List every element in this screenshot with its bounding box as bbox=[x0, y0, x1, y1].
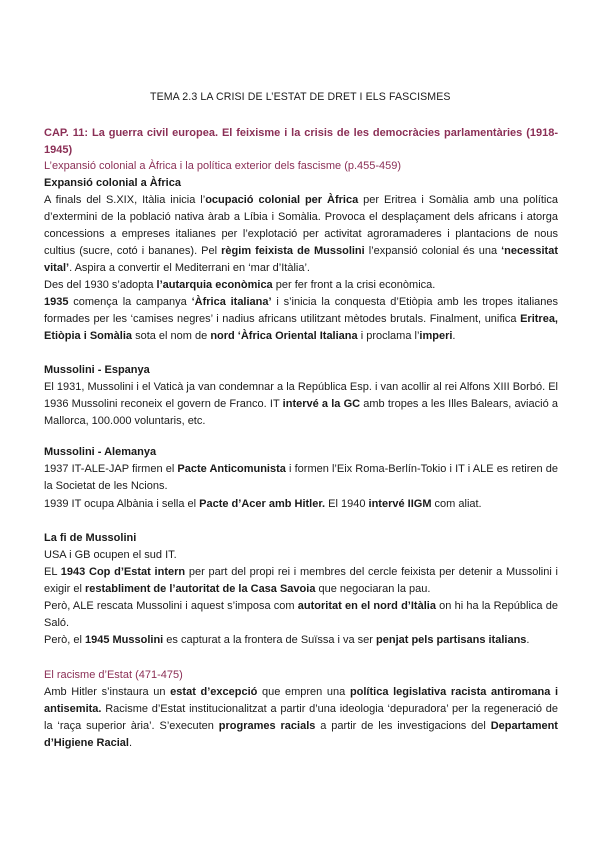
document-title: TEMA 2.3 LA CRISI DE L’ESTAT DE DRET I ELS FASCISMES bbox=[150, 91, 451, 103]
section-title-racisme: El racisme d’Estat (471-475) bbox=[44, 669, 183, 681]
paragraph-rescat: Però, ALE rescata Mussolini i aquest s’imposa com autoritat en el nord d’Itàlia on hi ha la República de Saló. bbox=[44, 600, 558, 630]
section-title-colonial: L’expansió colonial a Àfrica i la política exterior dels fascisme (p.455-459) bbox=[44, 160, 402, 172]
paragraph-expansio-1: A finals del S.XIX, Itàlia inicia l’ocupació colonial per Àfrica per Eritrea i Somàlia amb una política d’extermini de la població nativa àrab a Líbia i Somàlia. Provoca el desplaçament dels africans i atorga concessions a empreses italianes per l’explotació per activitat agroramaderes i plantacions de nous cultius (sucre, cotó i bananes). Pel règim feixista de Mussolini l’expansió colonial és una ‘necessitat vital’. Aspira a convertir el Mediterrani en ‘mar d’Itàlia’. bbox=[44, 194, 558, 275]
paragraph-pacte-acer: 1939 IT ocupa Albània i sella el Pacte d’Acer amb Hitler. El 1940 intervé IIGM com aliat. bbox=[44, 498, 482, 510]
paragraph-captura: Però, el 1945 Mussolini es capturat a la frontera de Suïssa i va ser penjat pels partisans italians. bbox=[44, 634, 530, 646]
heading-mussolini-alemanya: Mussolini - Alemanya bbox=[44, 446, 157, 458]
paragraph-ocupacio-sud: USA i GB ocupen el sud IT. bbox=[44, 549, 177, 561]
paragraph-espanya: El 1931, Mussolini i el Vaticà ja van condemnar a la República Esp. i van acollir al rei Alfons XIII Borbó. El 1936 Mussolini reconeix el govern de Franco. IT intervé a la GC amb tropes a les Illes Balears, aviació a Mallorca, 100.000 voluntaris, etc. bbox=[44, 381, 558, 428]
paragraph-pacte-anticomunista: 1937 IT-ALE-JAP firmen el Pacte Anticomunista i formen l’Eix Roma-Berlín-Tokio i IT i ALE es retiren de la Societat de les Ncions. bbox=[44, 463, 558, 493]
paragraph-racisme: Amb Hitler s’instaura un estat d’excepció que empren una política legislativa racista antiromana i antisemita. Racisme d’Estat institucionalitzat a partir d’una ideologia ‘depuradora’ per la regeneració de la ‘raça superior ària’. S’executen programes racials a partir de les investigacions del Departament d’Higiene Racial. bbox=[44, 686, 559, 750]
paragraph-autarquia: Des del 1930 s’adopta l’autarquia econòmica per fer front a la crisi econòmica. bbox=[44, 279, 436, 291]
heading-expansio-colonial: Expansió colonial a Àfrica bbox=[44, 177, 181, 189]
paragraph-africa-italiana: 1935 comença la campanya ‘Àfrica italiana’ i s’inicia la conquesta d’Etiòpia amb les tropes italianes formades per les ‘camises negres’ i nadius africans utilitzant mètodes brutals. Finalment, unifica Eritrea, Etiòpia i Somàlia sota el nom de nord ‘Àfrica Oriental Italiana i proclama l’imperi. bbox=[44, 296, 558, 343]
heading-mussolini-espanya: Mussolini - Espanya bbox=[44, 364, 150, 376]
heading-fi-mussolini: La fi de Mussolini bbox=[44, 532, 137, 544]
chapter-heading: CAP. 11: La guerra civil europea. El feixisme i la crisis de les democràcies parlamentàries (1918-1945) bbox=[44, 127, 558, 157]
paragraph-cop-estat: EL 1943 Cop d’Estat intern per part del propi rei i membres del cercle feixista per detenir a Mussolini i exigir el restabliment de l’autoritat de la Casa Savoia que negociaran la pau. bbox=[44, 566, 558, 596]
